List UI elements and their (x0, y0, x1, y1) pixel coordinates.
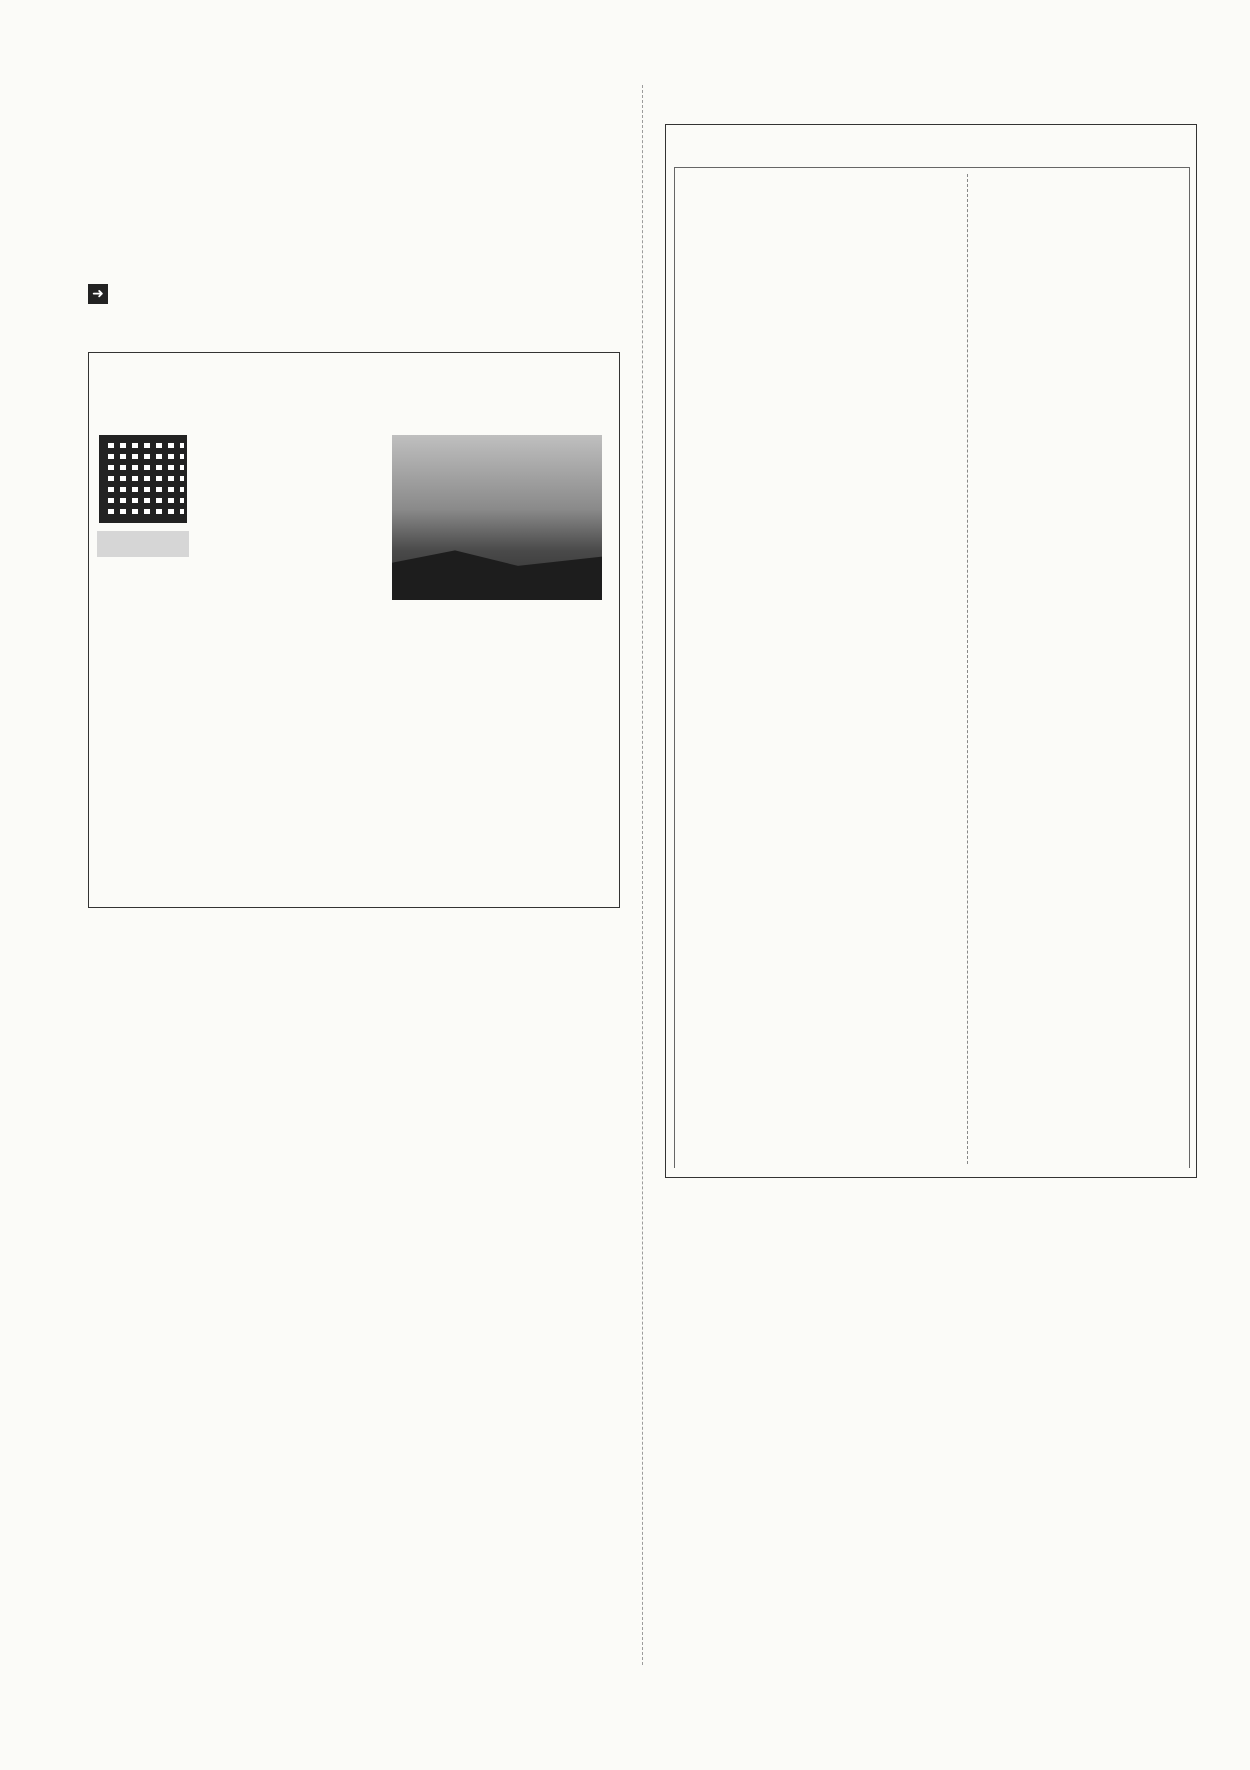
arrow-right-icon: ➜ (88, 284, 108, 304)
unit-title (665, 1196, 1210, 1236)
part3-line (88, 230, 628, 268)
song-text-line (99, 849, 611, 884)
lyrics-title (666, 125, 1196, 167)
song-text-line (99, 504, 611, 539)
song-text-line (99, 642, 611, 677)
left-column (88, 80, 628, 908)
song-text-line (99, 573, 611, 608)
lyrics-divider (967, 174, 968, 1164)
song-description (99, 435, 611, 918)
unit-subtitle (665, 1236, 1210, 1272)
relax-header (88, 276, 628, 310)
part3-line (88, 154, 628, 192)
column-divider (642, 85, 643, 1665)
lyrics-box (665, 124, 1197, 1178)
song-text-line (99, 470, 611, 505)
right-column (665, 80, 1210, 1278)
song-text-line (99, 746, 611, 781)
song-box (88, 352, 620, 908)
song-name (99, 389, 609, 423)
song-text-line (99, 815, 611, 850)
song-text-line (99, 608, 611, 643)
section-title (108, 80, 628, 116)
song-text-line (99, 711, 611, 746)
lyrics-table (674, 167, 1190, 1168)
song-text-line (99, 677, 611, 712)
song-text-line (99, 435, 611, 470)
song-box-title (99, 353, 609, 389)
tip (88, 310, 628, 344)
continued-label (665, 80, 1210, 116)
part3-line (88, 192, 628, 230)
song-text-line (99, 539, 611, 574)
song-text-line (99, 884, 611, 919)
page-footer (1180, 1728, 1198, 1760)
part2-line (88, 116, 628, 154)
song-text-line (99, 780, 611, 815)
